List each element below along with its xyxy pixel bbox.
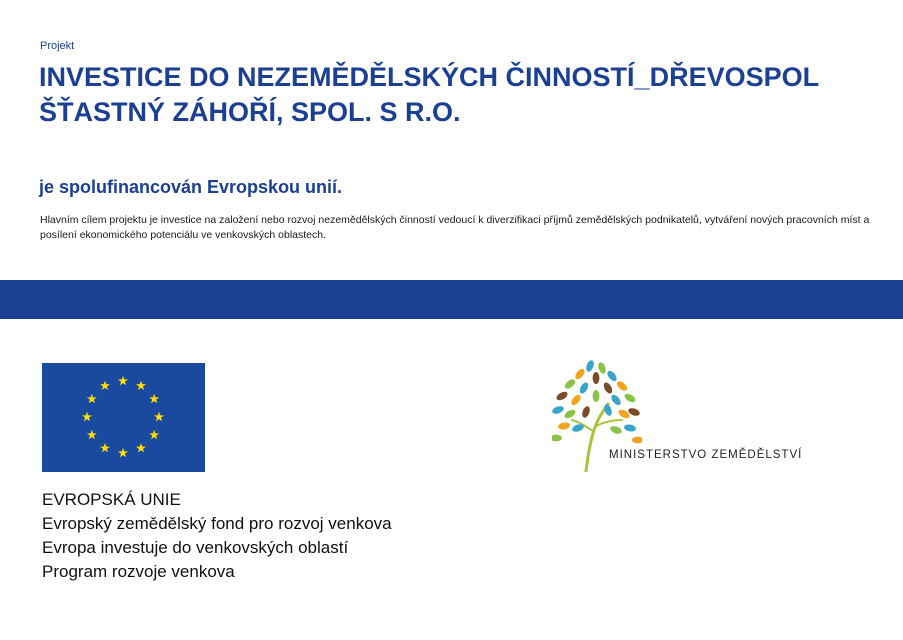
leaf-icon: [574, 367, 587, 381]
eu-text-block: [42, 488, 392, 584]
leaf-icon: [558, 422, 571, 431]
leaf-icon: [563, 378, 577, 391]
leaf-icon: [593, 372, 600, 384]
project-description: Hlavním cílem projektu je investice na založení nebo rozvoj nezemědělských činností vedoucí k diverzifikaci příjmů zemědělských podnikatelů, vytváření nových pracovních míst a posílení ekonomického potenciálu ve venkovských oblastech.: [40, 214, 870, 241]
leaf-icon: [597, 361, 607, 375]
leaf-icon: [609, 425, 623, 435]
leaf-icon: [552, 405, 565, 415]
project-label: Projekt: [40, 40, 75, 52]
eu-slogan: Evropa investuje do venkovských oblastí: [42, 538, 349, 557]
leaf-icon: [602, 381, 614, 395]
eu-fund-name: Evropský zemědělský fond pro rozvoj venkova: [42, 514, 392, 533]
leaf-icon: [624, 424, 637, 433]
blue-band-divider: [0, 280, 903, 319]
leaf-icon: [593, 390, 600, 402]
leaf-icon: [632, 437, 642, 444]
project-title: INVESTICE DO NEZEMĚDĚLSKÝCH ČINNOSTÍ_DŘEVOSPOL ŠŤASTNÝ ZÁHOŘÍ, SPOL. S R.O.: [39, 62, 819, 127]
leaf-icon: [570, 393, 583, 407]
leaf-icon: [552, 435, 562, 442]
leaf-icon: [563, 408, 577, 420]
eu-union-name: EVROPSKÁ UNIE: [42, 490, 181, 509]
eu-program-name: Program rozvoje venkova: [42, 562, 235, 581]
leaf-icon: [606, 369, 619, 383]
cofinance-statement: je spolufinancován Evropskou unií.: [39, 177, 343, 197]
leaf-icon: [585, 360, 595, 373]
leaf-icon: [581, 405, 591, 419]
leaf-icon: [615, 380, 629, 393]
ministry-name: MINISTERSTVO ZEMĚDĚLSTVÍ: [609, 449, 803, 461]
leaf-icon: [555, 390, 569, 402]
eu-flag-icon: [42, 363, 205, 472]
leaf-icon: [610, 393, 623, 407]
leaf-icon: [623, 392, 637, 404]
leaf-icon: [578, 381, 590, 395]
